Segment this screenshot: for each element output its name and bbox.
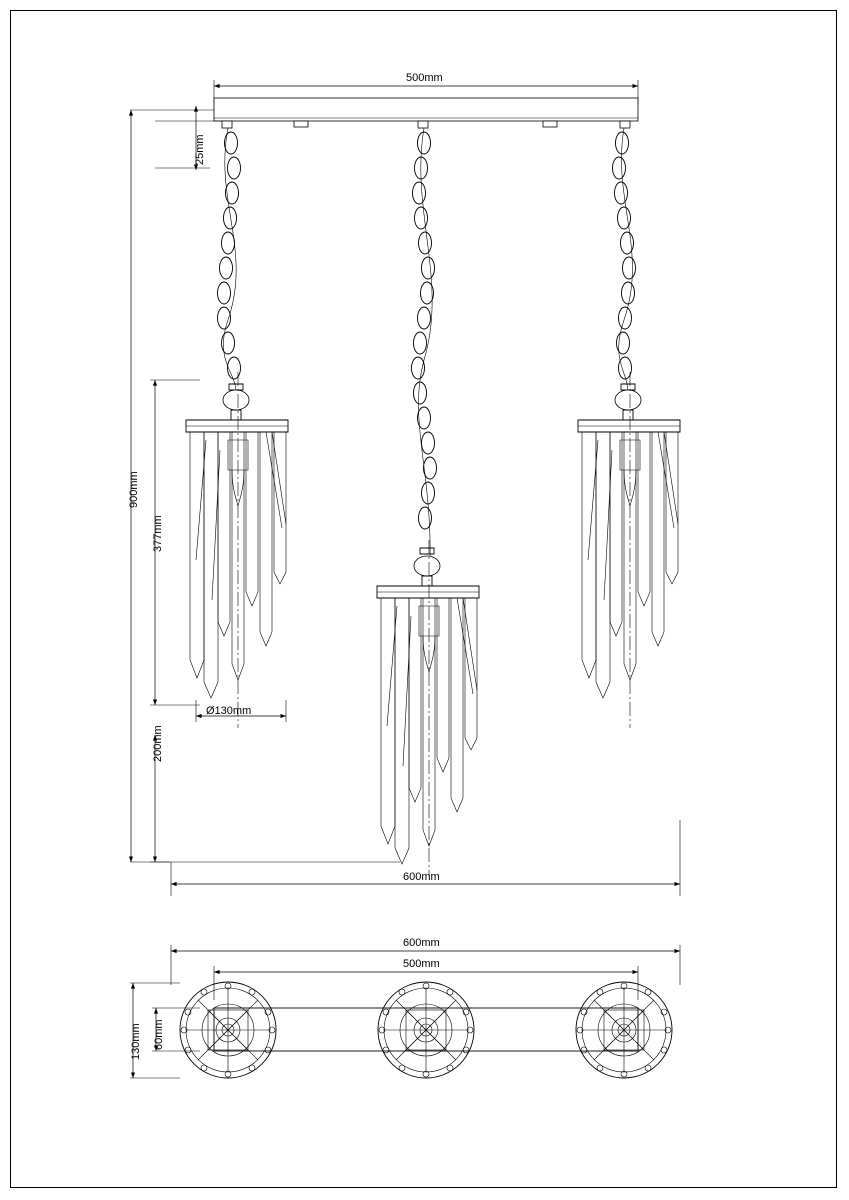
dim-label-overall-height: 900mm — [128, 471, 140, 508]
dim-label-overall-length-plan: 600mm — [403, 937, 440, 949]
plan-shade-center — [378, 982, 474, 1078]
dim-label-shade-diameter: Ø130mm — [206, 705, 252, 717]
dim-label-canopy-height: 25mm — [194, 134, 206, 165]
pendant-center — [377, 128, 479, 876]
dim-label-canopy-depth-plan: 60mm — [153, 1019, 165, 1050]
dim-label-overall-length-front: 600mm — [403, 871, 440, 883]
dim-label-shade-height: 377mm — [152, 515, 164, 552]
pendant-left — [186, 128, 288, 728]
dim-label-shade-diameter-plan: 130mm — [130, 1023, 142, 1060]
plan-shade-left — [180, 982, 276, 1078]
extension-lines-left — [130, 110, 400, 862]
dim-label-canopy-length-plan: 500mm — [403, 958, 440, 970]
dim-label-drop-offset: 200mm — [152, 725, 164, 762]
canopy-plate — [214, 98, 638, 128]
dim-overall-length-front-600 — [171, 820, 680, 896]
plan-shade-right — [576, 982, 672, 1078]
dim-label-canopy-width: 500mm — [406, 72, 443, 84]
pendant-right — [578, 128, 680, 728]
